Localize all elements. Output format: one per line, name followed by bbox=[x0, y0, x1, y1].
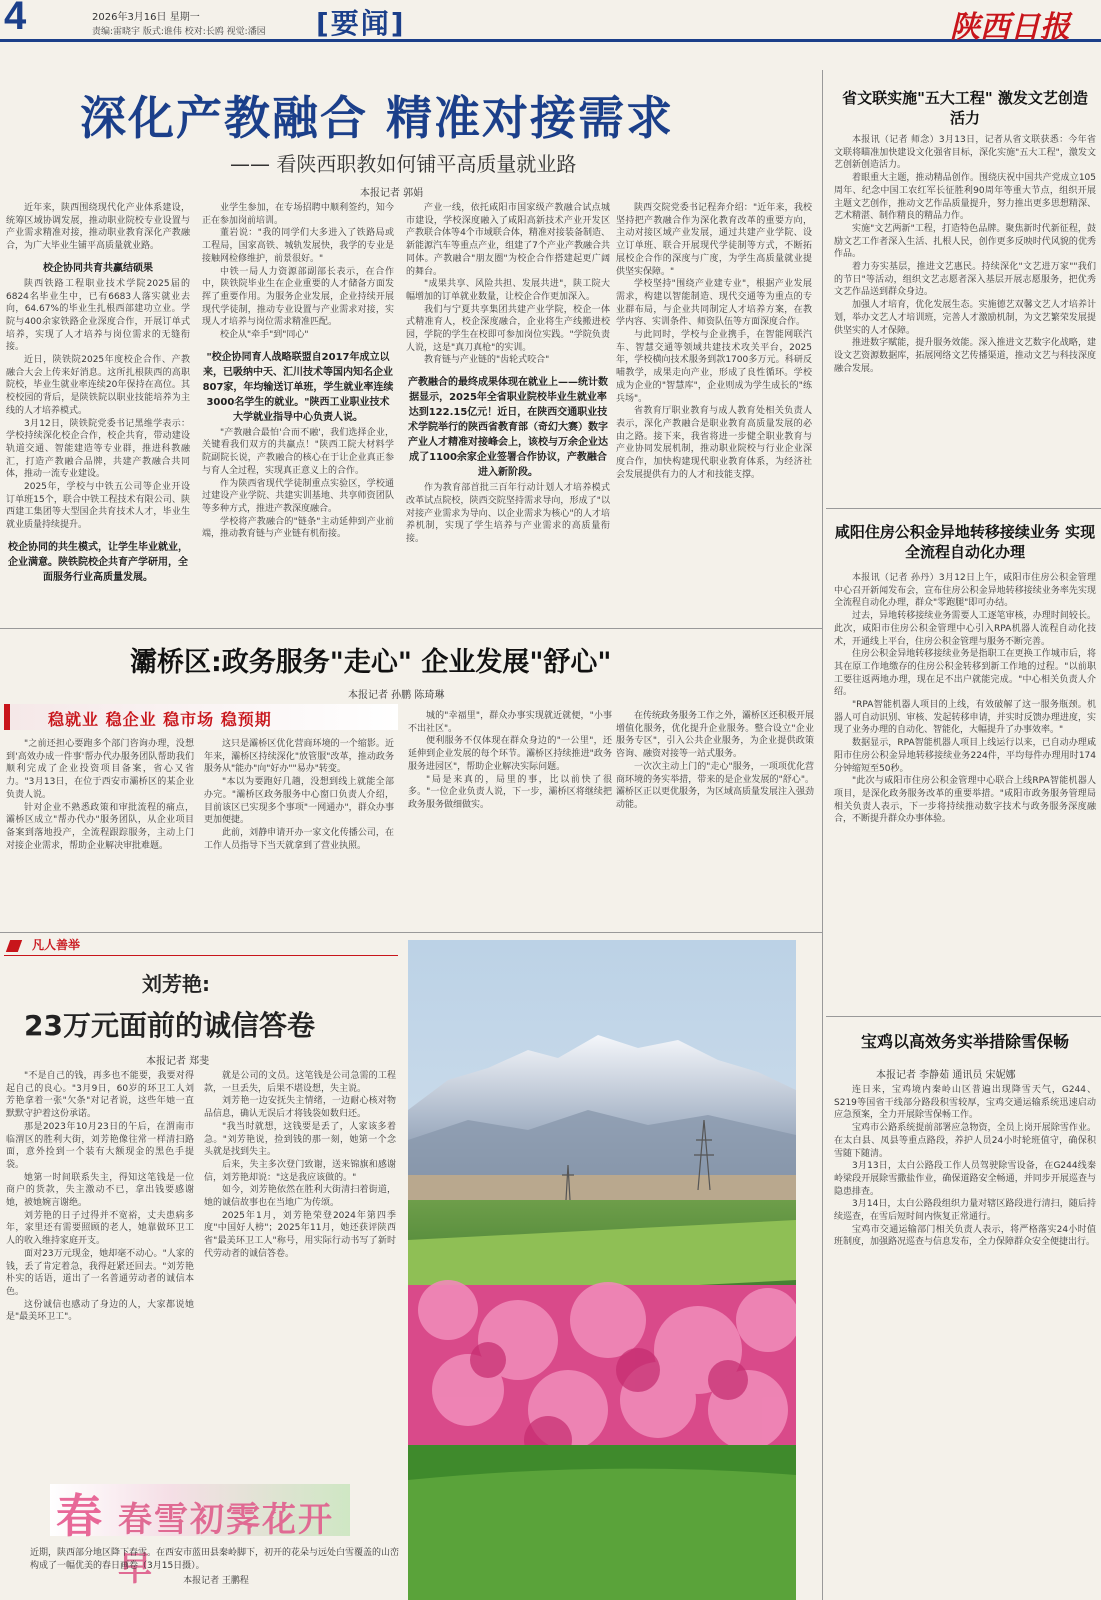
paragraph: 连日来，宝鸡境内秦岭山区普遍出现降雪天气，G244、S219等国省干线部分路段积雪较厚，宝鸡交通运输系统迅速启动应急预案，全力开展除雪保畅工作。 bbox=[834, 1085, 1096, 1121]
baqiao-column-4 bbox=[616, 710, 814, 926]
paragraph: "本以为要跑好几趟，没想到线上就能全部办完。"灞桥区政务服务中心窗口负责人介绍，目前该区已实现多个事项"一网通办"，群众办事更加便捷。 bbox=[204, 777, 394, 826]
section-heading: "校企协同育人战略联盟自2017年成立以来，已吸纳中天、汇川技术等国内知名企业807家，年均输送订单班，学生就业率连续3000名学生的就业。"陕西工业职业技术大学就业指导中心负责人说。 bbox=[202, 351, 394, 423]
paragraph: "局是来真的，局里的事，比以前快了很多。"一位企业负责人说，下一步，灞桥区将继续把政务服务做细做实。 bbox=[408, 774, 612, 810]
paragraph: 那是2023年10月23日的午后，在渭南市临渭区的胜利大街，刘芳艳像往常一样清扫路面，意外捡到一个装有大额现金的黑色手提袋。 bbox=[6, 1121, 194, 1170]
newspaper-masthead: 陕西日报 bbox=[950, 10, 1070, 45]
paragraph: 她第一时间联系失主，得知这笔钱是一位商户的货款，失主激动不已，拿出钱要感谢她，被她婉言谢绝。 bbox=[6, 1172, 194, 1209]
baqiao-headline: 灞桥区:政务服务"走心" 企业发展"舒心" bbox=[130, 647, 612, 678]
paragraph: 中铁一局人力资源部副部长表示，在合作中，陕铁院毕业生在企业重要的人才储备方面发挥了重要作用。为服务企业发展，企业持续开展现代学徒制，推动专业设置与产业需求对接，实现人才培养与岗位需求精准匹配。 bbox=[202, 266, 394, 328]
paragraph: 实施"文艺两新"工程，打造特色品牌。聚焦新时代新征程，鼓励文艺工作者深入生活、扎根人民，创作更多反映时代风貌的优秀作品。 bbox=[834, 223, 1096, 260]
paragraph: 此前，刘静申请开办一家文化传播公司，在工作人员指导下当天就拿到了营业执照。 bbox=[204, 827, 394, 851]
lead-subtitle: —— 看陕西职教如何铺平高质量就业路 bbox=[230, 152, 577, 176]
paragraph: 3月13日，太白公路段工作人员驾驶除雪设备，在G244线秦岭梁段开展除雪撒盐作业，确保道路安全畅通，并同步开展巡查与隐患排查。 bbox=[834, 1161, 1096, 1197]
article-xianyang-title: 咸阳住房公积金异地转移接续业务 实现全流程自动化办理 bbox=[834, 523, 1096, 561]
lead-column-2 bbox=[202, 202, 394, 620]
paragraph: 后来，失主多次登门致谢，送来锦旗和感谢信，刘芳艳却说："这是我应该做的。" bbox=[204, 1159, 396, 1183]
paragraph: 产业一线，依托咸阳市国家级产教融合试点城市建设，学校深度融入了咸阳高新技术产业开发区产教联合体等4个市域联合体，精准对接装备制造、新能源汽车等重点产业，组建了7个产业产教融合共同体。产教融合"朋友圈"为校企合作搭建起更广阔的舞台。 bbox=[406, 203, 610, 277]
paragraph: 教育链与产业链的"齿轮式咬合" bbox=[424, 355, 550, 366]
paragraph: 宝鸡市交通运输部门相关负责人表示，将严格落实24小时值班制度，加强路况巡查与信息发布，全力保障群众安全便捷出行。 bbox=[834, 1224, 1096, 1248]
landscape-illustration bbox=[408, 940, 796, 1600]
article-baoji-body bbox=[834, 1084, 1096, 1596]
paragraph: 刘芳艳一边安抚失主情绪，一边耐心核对物品信息，确认无误后才将钱袋如数归还。 bbox=[204, 1096, 396, 1120]
paragraph: 近日，陕铁院2025年度校企合作、产教融合大会上传来好消息。这所扎根陕西的高职院校，毕业生就业率连续20年保持在高位。其校校园的背后，是陕铁院以职业技能培养为主线的人才培养模式。 bbox=[6, 355, 190, 416]
lead-column-4 bbox=[616, 202, 812, 620]
spring-landscape-photo bbox=[408, 940, 796, 1600]
paragraph: "我当时就想，这钱要是丢了，人家该多着急。"刘芳艳说，捡到钱的那一刻，她第一个念头就是找到失主。 bbox=[204, 1121, 396, 1158]
page-number: 4 bbox=[4, 0, 27, 38]
paragraph: 就是公司的文员。这笔钱是公司急需的工程款，一旦丢失，后果不堪设想，失主说。 bbox=[204, 1071, 396, 1094]
feature-byline: 本报记者 郑斐 bbox=[146, 1056, 210, 1067]
paragraph: 针对企业不熟悉政策和审批流程的痛点，灞桥区成立"帮办代办"服务团队，从企业项目备案到落地投产，全流程跟踪服务，主动上门对接企业需求，帮助企业解决审批难题。 bbox=[6, 802, 194, 851]
paragraph: 与此同时，学校与企业携手，在智能网联汽车、智慧交通等领域共建技术攻关平台，2025年，学校横向技术服务到款1700多万元。科研反哺教学，成果走向产业，形成了良性循环。学校成为企业的"智慧库"，企业则成为学生成长的"练兵场"。 bbox=[616, 330, 812, 404]
feature-person-name: 刘芳艳: bbox=[142, 972, 210, 996]
editors-line: 责编:雷晓宇 版式:谁伟 校对:长鸥 视觉:潘园 bbox=[92, 27, 266, 37]
feature-tag: 凡人善举 bbox=[4, 936, 398, 956]
article-lead: 本报讯（记者 师念）3月13日，记者从省文联获悉：今年省文联将瞄准加快建设文化强省目标，深化实施"五大工程"，激发文艺创新创造活力。 bbox=[834, 135, 1096, 171]
paragraph: 2025年1月，刘芳艳荣登2024年第四季度"中国好人榜"；2025年11月，她还获评陕西省"最美环卫工人"称号，用实际行动书写了新时代劳动者的诚信答卷。 bbox=[204, 1210, 396, 1259]
article-wenlian-body bbox=[834, 134, 1096, 500]
paragraph: 学校坚持"围绕产业建专业"，根据产业发展需求，构建以智能制造、现代交通等为重点的专业群布局，与企业共同制定人才培养方案，在教学内容、实训条件、师资队伍等方面深度合作。 bbox=[616, 279, 812, 328]
paragraph: 作为陕西省现代学徒制重点实验区，学校通过建设产业学院、共建实训基地、共享师资团队等多种方式，推进产教深度融合。 bbox=[202, 478, 394, 514]
paragraph: 校企从"牵手"到"同心" bbox=[220, 330, 309, 341]
article-wenlian-title: 省文联实施"五大工程" 激发文艺创造活力 bbox=[842, 89, 1088, 127]
feature-column-2 bbox=[204, 1070, 396, 1478]
lead-headline: 深化产教融合 精准对接需求 bbox=[80, 91, 675, 145]
stability-banner: 稳就业 稳企业 稳市场 稳预期 bbox=[4, 704, 398, 730]
paragraph: 宝鸡市公路系统提前部署应急物资，全员上岗开展除雪作业。在太白县、凤县等重点路段，养护人员24小时轮班值守，确保积雪随下随清。 bbox=[834, 1123, 1096, 1159]
paragraph: 业学生参加，在专场招聘中顺利签约，知今正在参加岗前培训。 bbox=[202, 203, 394, 226]
paragraph: 这份诚信也感动了身边的人，大家都说她是"最美环卫工"。 bbox=[6, 1299, 194, 1323]
paragraph: 面对23万元现金，她却毫不动心。"人家的钱，丢了肯定着急，我得赶紧还回去。"刘芳艳朴实的话语，道出了一名普通劳动者的诚信本色。 bbox=[6, 1248, 194, 1297]
article-baoji-byline: 本报记者 李静茹 通讯员 宋妮娜 bbox=[876, 1070, 1016, 1081]
paragraph: "此次与咸阳市住房公积金管理中心联合上线RPA智能机器人项目，是深化政务服务改革的重要举措。"咸阳市政务服务管理局相关负责人表示，下一步将持续推动数字技术与政务服务深度融合，不断提升群众办事体验。 bbox=[834, 776, 1096, 825]
page-header bbox=[0, 0, 1101, 45]
feature-column-1 bbox=[6, 1070, 194, 1478]
paragraph: 过去，异地转移接续业务需要人工逐笔审核，办理时间较长。此次，咸阳市住房公积金管理中心引入RPA机器人流程自动化技术，开通线上平台，住房公积金管理与服务不断完善。 bbox=[834, 611, 1096, 647]
paragraph: 加强人才培育，优化发展生态。实施德艺双馨文艺人才培养计划，举办文艺人才培训班，完善人才激励机制，为文艺繁荣发展提供坚实的人才保障。 bbox=[834, 300, 1096, 336]
paragraph: 住房公积金异地转移接续业务是指职工在更换工作城市后，将其在原工作地缴存的住房公积金转移到新工作地的过程。"以前职工要往返两地办理，现在足不出户就能完成。"中心相关负责人介绍。 bbox=[834, 649, 1096, 698]
paragraph: 在传统政务服务工作之外，灞桥区还积极开展增值化服务，优化提升企业服务。整合设立"企业服务专区"，引入公共企业服务，为企业提供政策咨询、融资对接等一站式服务。 bbox=[616, 711, 814, 760]
article-xianyang-body bbox=[834, 572, 1096, 1008]
paragraph: 学校将产教融合的"链条"主动延伸到产业前端，推动教育链与产业链有机衔接。 bbox=[202, 516, 394, 540]
paragraph: 数据显示，RPA智能机器人项目上线运行以来，已自动办理咸阳市住房公积金异地转移接续业务224件，平均每件办理用时174分钟缩短至50秒。 bbox=[834, 738, 1096, 774]
lead-byline: 本报记者 郭娟 bbox=[360, 188, 424, 199]
baqiao-column-2 bbox=[204, 738, 394, 926]
paragraph: 陕西交院党委书记程奔介绍："近年来，我校坚持把产教融合作为深化教育改革的重要方向，主动对接区域产业发展，通过共建产业学院、设立订单班、联合开展现代学徒制等方式，不断拓展校企合作的深度与广度，为学生高质量就业提供坚实保障。" bbox=[616, 203, 812, 277]
photo-credit: 本报记者 王鹏程 bbox=[183, 1576, 249, 1586]
section-heading: 产教融合的最终成果体现在就业上——统计数据显示，2025年全省职业院校毕业生就业率达到122.15亿元！近日，在陕西交通职业技术学院举行的陕西省教育部（奇幻大赛）数字产业人才精准对接峰会上，该校与万余企业达成了1100余家企业签署合作协议，产教融合进入新阶段。 bbox=[408, 377, 608, 479]
paragraph: "之前还担心要跑多个部门咨询办理，没想到'高效办成一件事'帮办代办服务团队帮助我们顺利完成了企业投资项目备案，省心又省力。"3月13日，在位于西安市灞桥区的某企业负责人说。 bbox=[6, 739, 194, 800]
photo-caption-text: 近期，陕西部分地区降下春雪。在西安市蓝田县秦岭脚下，初开的花朵与远处白雪覆盖的山峦构成了一幅优美的春日画卷（3月15日摄）。 bbox=[30, 1548, 400, 1571]
lead-column-1 bbox=[6, 202, 190, 620]
caption-first-char: 春 bbox=[56, 1489, 102, 1543]
paragraph: "产教融合最怕'合而不融'，我们选择企业，关键看我们双方的共赢点！"陕西工院大材料学院副院长说，产教融合的核心在于让企业真正参与育人全过程，实现真正意义上的合作。 bbox=[202, 427, 394, 476]
baqiao-column-1 bbox=[6, 738, 194, 926]
paragraph: 如今，刘芳艳依然在胜利大街清扫着街道，她的诚信故事也在当地广为传颂。 bbox=[204, 1185, 396, 1209]
lead-column-3 bbox=[406, 202, 610, 620]
paragraph: 3月14日，太白公路段组织力量对辖区路段进行清扫，随后持续巡查，在雪后短时间内恢复正常通行。 bbox=[834, 1199, 1096, 1223]
photo-caption bbox=[30, 1547, 402, 1588]
paragraph: "成果共享、风险共担、发展共进"，陕工院大幅增加的订单就业数量，让校企合作更加深入。 bbox=[406, 279, 610, 302]
paragraph: 3月12日，陕铁院党委书记黑维学表示：学校持续深化校企合作，校企共育，带动建设轨道交通、智能建造等专业群，推进科教融汇，打造产教融合品牌，共建产教融合共同体，推动一流专业建设。 bbox=[6, 418, 190, 480]
paragraph: 着眼重大主题，推动精品创作。围绕庆祝中国共产党成立105周年、纪念中国工农红军长征胜利90周年等重大节点，组织开展主题文艺创作，推动文艺作品质量提升，努力推出更多思想精深、艺术精湛、制作精良的精品力作。 bbox=[834, 173, 1096, 222]
baqiao-column-3 bbox=[408, 710, 612, 926]
paragraph: 推进数字赋能，提升服务效能。深入推进文艺数字化战略，建设文艺资源数据库，拓展网络文艺传播渠道，推动文艺与科技深度融合发展。 bbox=[834, 338, 1096, 374]
paragraph: 便利服务不仅体现在群众身边的"一公里"，还延伸到企业发展的每个环节。灞桥区持续推进"政务服务进园区"，帮助企业解决实际问题。 bbox=[408, 736, 612, 772]
page-date: 2026年3月16日 星期一 bbox=[92, 12, 200, 23]
paragraph: 刘芳艳的日子过得并不宽裕，丈夫患病多年，家里还有需要照顾的老人，她靠做环卫工人的收入维持家庭开支。 bbox=[6, 1210, 194, 1247]
paragraph: 2025年，学校与中铁五公司等企业开设订单班15个，联合中铁工程技术有限公司、陕西建工集团等大型国企共育技术人才，毕业生就业质量持续提升。 bbox=[6, 482, 190, 531]
paragraph: 着力夯实基层，推进文艺惠民。持续深化"文艺进万家""我们的节日"等活动，组织文艺志愿者深入基层开展志愿服务，把优秀文艺作品送到群众身边。 bbox=[834, 262, 1096, 298]
article-lead: 本报讯（记者 孙丹）3月12日上午，咸阳市住房公积金管理中心召开新闻发布会，宣布住房公积金异地转移接续业务率先实现全流程自动化办理，群众"零跑腿"即可办结。 bbox=[834, 573, 1096, 609]
paragraph: 陕西铁路工程职业技术学院2025届的6824名毕业生中，已有6683人落实就业去向，64.67%的毕业生扎根西部建功立业。学院与400余家铁路企业深度合作，开展订单式培养，实现了人才培养与岗位需求的无缝衔接。 bbox=[6, 278, 190, 353]
baqiao-byline: 本报记者 孙鹏 陈琦琳 bbox=[348, 690, 445, 701]
paragraph: 董岩说："我的同学们大多进入了铁路局或工程局，国家高铁、城轨发展快，我学的专业是接触网检修维护，前景很好。" bbox=[202, 228, 394, 264]
caption-title: 春雪初霁花开早 bbox=[118, 1500, 334, 1589]
section-heading: 校企协同共育共赢结硕果 bbox=[43, 262, 153, 274]
article-baoji-title: 宝鸡以高效务实举措除雪保畅 bbox=[860, 1032, 1069, 1051]
paragraph: 近年来，陕西围绕现代化产业体系建设，统筹区域协调发展，推动职业院校专业设置与产业需求精准对接，推动职业教育深化产教融合，为广大毕业生铺平高质量就业路。 bbox=[6, 203, 190, 252]
section-heading: 校企协同的共生模式，让学生毕业就业，企业满意。陕铁院校企共育产学研用，全面服务行业高质量发展。 bbox=[8, 541, 188, 583]
section-label: [要闻] bbox=[316, 7, 406, 40]
paragraph: 城的"幸福里"，群众办事实现就近就便，"小事不出社区"。 bbox=[408, 711, 612, 734]
paragraph: "RPA智能机器人项目的上线，有效破解了这一服务瓶颈。机器人可自动识别、审核、发起转移申请，并实时反馈办理进度，实现了业务办理的自动化、智能化，大幅提升了办事效率。" bbox=[834, 700, 1096, 736]
paragraph: 我们与宁夏共享集团共建产业学院，校企一体式精准育人，校企深度融合，企业将生产线搬进校园，学院的学生在校即可参加岗位实践。"学院负责人说，这是"真刀真枪"的实训。 bbox=[406, 304, 610, 353]
paragraph: 这只是灞桥区优化营商环境的一个缩影。近年来，灞桥区持续深化"放管服"改革，推动政务服务从"能办"向"好办""易办"转变。 bbox=[204, 739, 394, 775]
paragraph: "不是自己的钱，再多也不能要，我要对得起自己的良心。"3月9日，60岁的环卫工人刘芳艳拿着一张"欠条"对记者说，这些年她一直默默守护着这份承诺。 bbox=[6, 1071, 194, 1120]
paragraph: 作为教育部首批三百年行动计划人才培养模式改革试点院校，陕西交院坚持需求导向，形成了"以对接产业需求为导向、以企业需求为核心"的人才培养机制，实现了学生培养与产业需求的高质量衔接。 bbox=[406, 483, 610, 544]
paragraph: 省教育厅职业教育与成人教育处相关负责人表示，深化产教融合是职业教育高质量发展的必由之路。接下来，我省将进一步健全职业教育与产业协同发展机制，推动职业院校与行业企业深度合作，加快构建现代职业教育体系，为经济社会发展提供有力的人才和技能支撑。 bbox=[616, 406, 812, 480]
paragraph: 一次次主动上门的"走心"服务，一项项优化营商环境的务实举措，带来的是企业发展的"舒心"。灞桥区正以更优服务，为区域高质量发展注入强劲动能。 bbox=[616, 761, 814, 810]
feature-headline: 23万元面前的诚信答卷 bbox=[24, 1009, 315, 1042]
